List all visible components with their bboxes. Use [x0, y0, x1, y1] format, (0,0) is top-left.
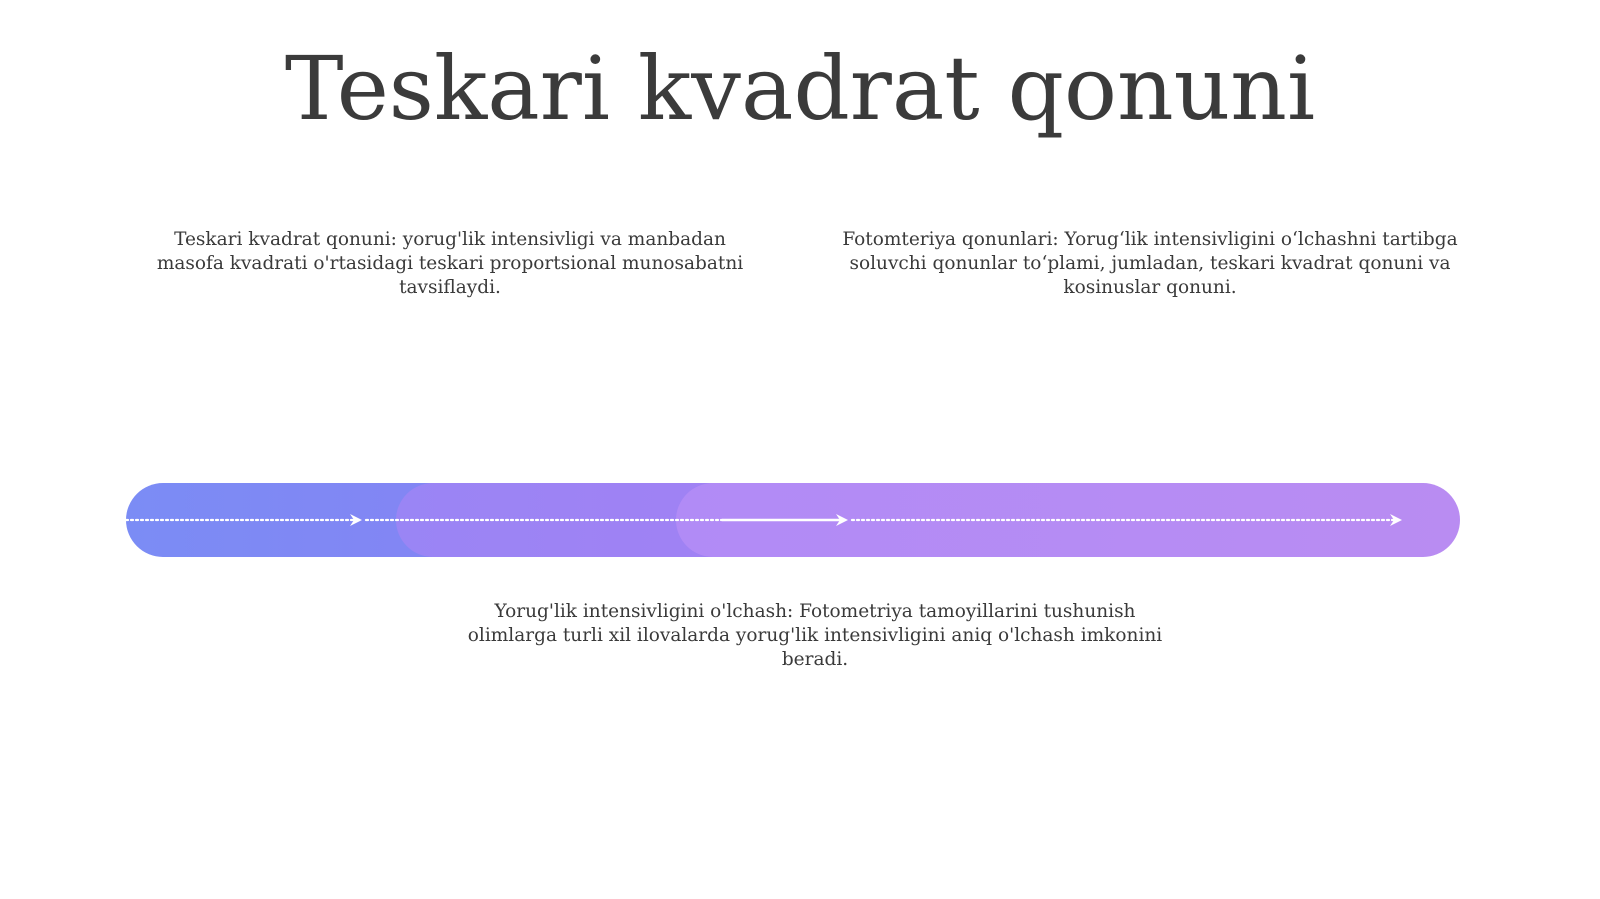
- slide-title: Teskari kvadrat qonuni: [284, 37, 1316, 140]
- timeline-track: [126, 483, 1460, 557]
- description-light-measurement: Yorug'lik intensivligini o'lchash: Fotometriya tamoyillarini tushunish olimlarga turli xil ilovalarda yorug'lik intensivligini aniq o'lchash imkonini beradi.: [467, 601, 1163, 670]
- description-inverse-square-law: Teskari kvadrat qonuni: yorug'lik intensivligi va manbadan masofa kvadrati o'rtasidagi teskari proportsional munosabatni tavsiflaydi.: [156, 229, 744, 298]
- timeline-bar: [126, 483, 1460, 557]
- description-photometry-laws: Fotomteriya qonunlari: Yorug‘lik intensivligini o‘lchashni tartibga soluvchi qonunlar to‘plami, jumladan, teskari kvadrat qonuni va kosinuslar qonuni.: [842, 229, 1458, 298]
